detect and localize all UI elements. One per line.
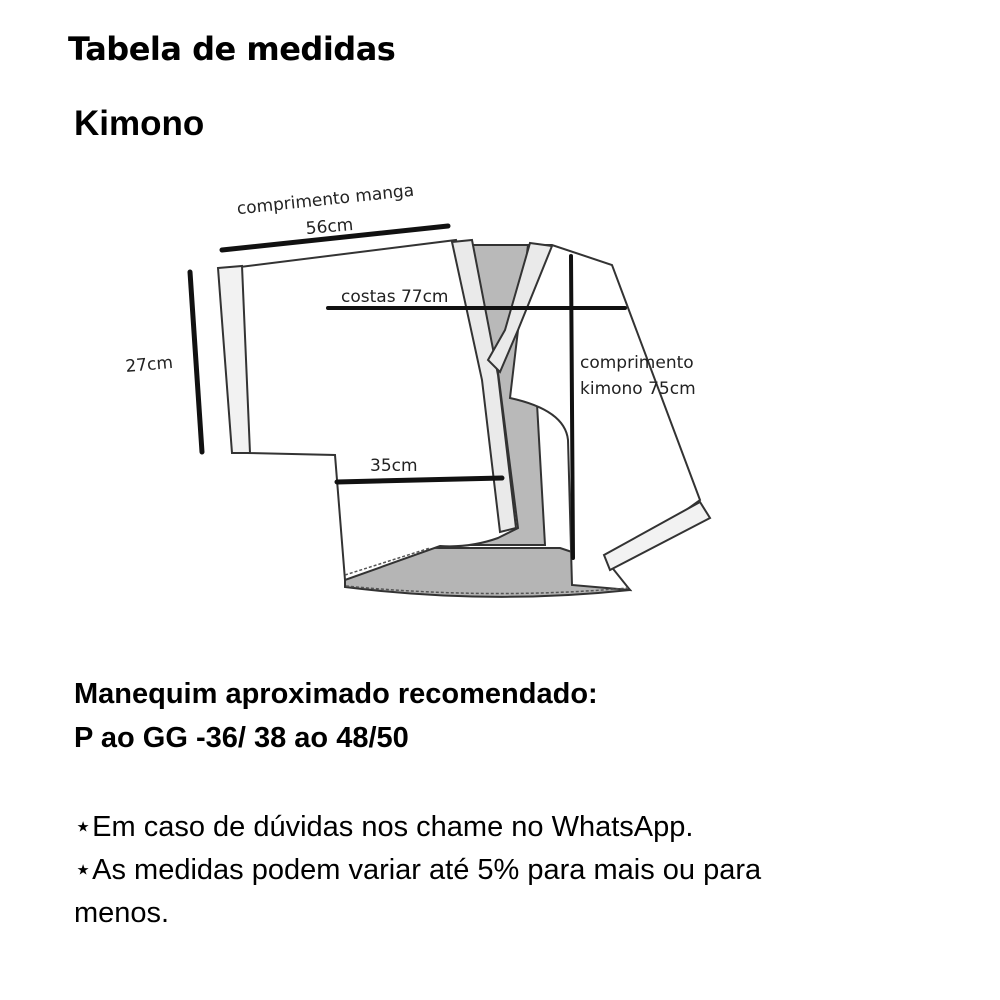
- sleeve-value: 56cm: [305, 214, 355, 240]
- note-variation: ⋆As medidas podem variar até 5% para mais ou para menos.: [74, 854, 762, 929]
- back-label: costas 77cm: [341, 287, 449, 307]
- garment-subtitle: Kimono: [74, 104, 205, 143]
- note-whatsapp: ⋆Em caso de dúvidas nos chame no WhatsApp.: [74, 811, 694, 843]
- size-range: P ao GG -36/ 38 ao 48/50: [74, 722, 409, 754]
- size-recommendation: [74, 672, 598, 760]
- length-label-line1: comprimento: [580, 353, 694, 373]
- height-label: 27cm: [124, 352, 174, 377]
- size-heading: Manequim aproximado recomendado:: [74, 678, 598, 710]
- page-title: Tabela de medidas: [68, 30, 396, 68]
- length-measure-line: [571, 256, 573, 558]
- sleeve-label: comprimento manga: [235, 180, 416, 220]
- hem-label: 35cm: [370, 456, 418, 476]
- height-measure-line: [190, 272, 202, 452]
- notes: [74, 806, 794, 935]
- length-label-line2: kimono 75cm: [580, 379, 696, 399]
